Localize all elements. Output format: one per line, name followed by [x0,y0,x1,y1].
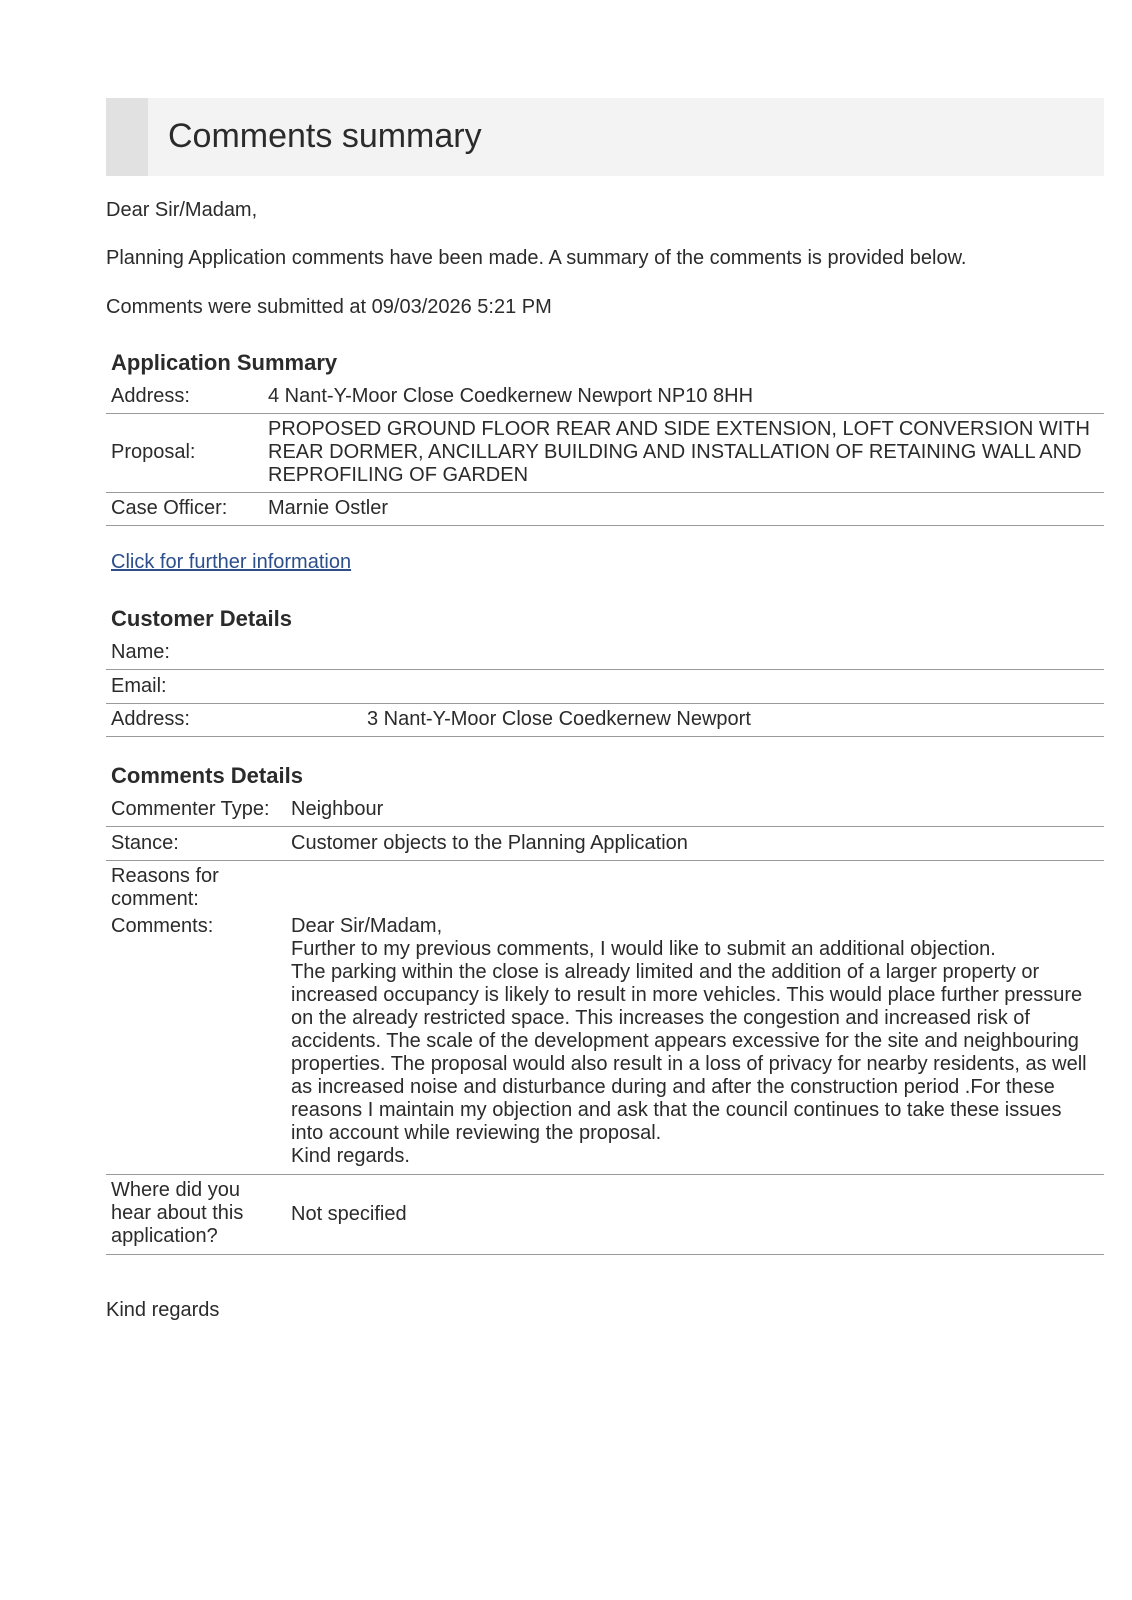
intro-message: Planning Application comments have been made. A summary of the comments is provided below. [106,247,967,269]
comments-details-table [106,793,1104,1255]
reasons-value [286,860,1104,911]
commenter-type-label: Commenter Type: [106,793,286,826]
table-row [106,492,1104,525]
customer-name-label: Name: [106,636,362,669]
title-accent-bar [106,98,148,176]
customer-address-label: Address: [106,703,362,736]
further-information-link[interactable]: Click for further information [111,551,352,573]
comments-body [286,911,1104,1175]
submitted-timestamp: Comments were submitted at 09/03/2026 5:21 PM [106,296,552,318]
comment-paragraph: Further to my previous comments, I would like to submit an additional objection. [291,937,996,960]
greeting-text: Dear Sir/Madam, [106,199,258,221]
address-value: 4 Nant-Y-Moor Close Coedkernew Newport NP10 8HH [263,380,1104,413]
address-label: Address: [106,380,263,413]
where-heard-value: Not specified [286,1174,1104,1254]
stance-label: Stance: [106,826,286,860]
customer-email-label: Email: [106,669,362,703]
table-row [106,413,1104,492]
table-row [106,1174,1104,1254]
table-row [106,793,1104,826]
comments-label: Comments: [106,911,286,1175]
customer-address-value: 3 Nant-Y-Moor Close Coedkernew Newport [362,703,1104,736]
stance-value: Customer objects to the Planning Application [286,826,1104,860]
comment-paragraph: Dear Sir/Madam, [291,914,443,937]
customer-details-table [106,636,1104,737]
customer-email-value [362,669,1104,703]
table-row [106,826,1104,860]
customer-details-heading: Customer Details [111,606,292,631]
table-row [106,911,1104,1175]
comment-paragraph: Kind regards. [291,1144,410,1167]
case-officer-label: Case Officer: [106,492,263,525]
case-officer-value: Marnie Ostler [263,492,1104,525]
proposal-label: Proposal: [106,413,263,492]
document-page [106,98,1104,1321]
where-heard-label: Where did you hear about this application? [106,1174,286,1254]
application-summary-table [106,380,1104,526]
proposal-value: PROPOSED GROUND FLOOR REAR AND SIDE EXTENSION, LOFT CONVERSION WITH REAR DORMER, ANCILLARY BUILDING AND INSTALLATION OF RETAINING WALL AND REPROFILING OF GARDEN [263,413,1104,492]
title-bar [106,98,1104,176]
customer-name-value [362,636,1104,669]
table-row [106,669,1104,703]
reasons-label: Reasons for comment: [111,864,219,910]
sign-off-text: Kind regards [106,1299,220,1321]
comment-paragraph: The parking within the close is already limited and the addition of a larger property or increased occupancy is likely to result in more vehicles. This would place further pressure on the already restricted space. This increases the congestion and increased risk of accidents. The scale of the development appears excessive for the site and neighbouring properties. The proposal would also result in a loss of privacy for nearby residents, as well as increased noise and disturbance during and after the construction period .For these reasons I maintain my objection and ask that the council continues to take these issues into account while reviewing the proposal. [291,960,1087,1144]
table-row [106,380,1104,413]
commenter-type-value: Neighbour [286,793,1104,826]
table-row [106,703,1104,736]
table-row [106,636,1104,669]
table-row [106,860,1104,911]
page-title: Comments summary [168,117,482,155]
application-summary-heading: Application Summary [111,350,338,375]
comments-details-heading: Comments Details [111,763,303,788]
